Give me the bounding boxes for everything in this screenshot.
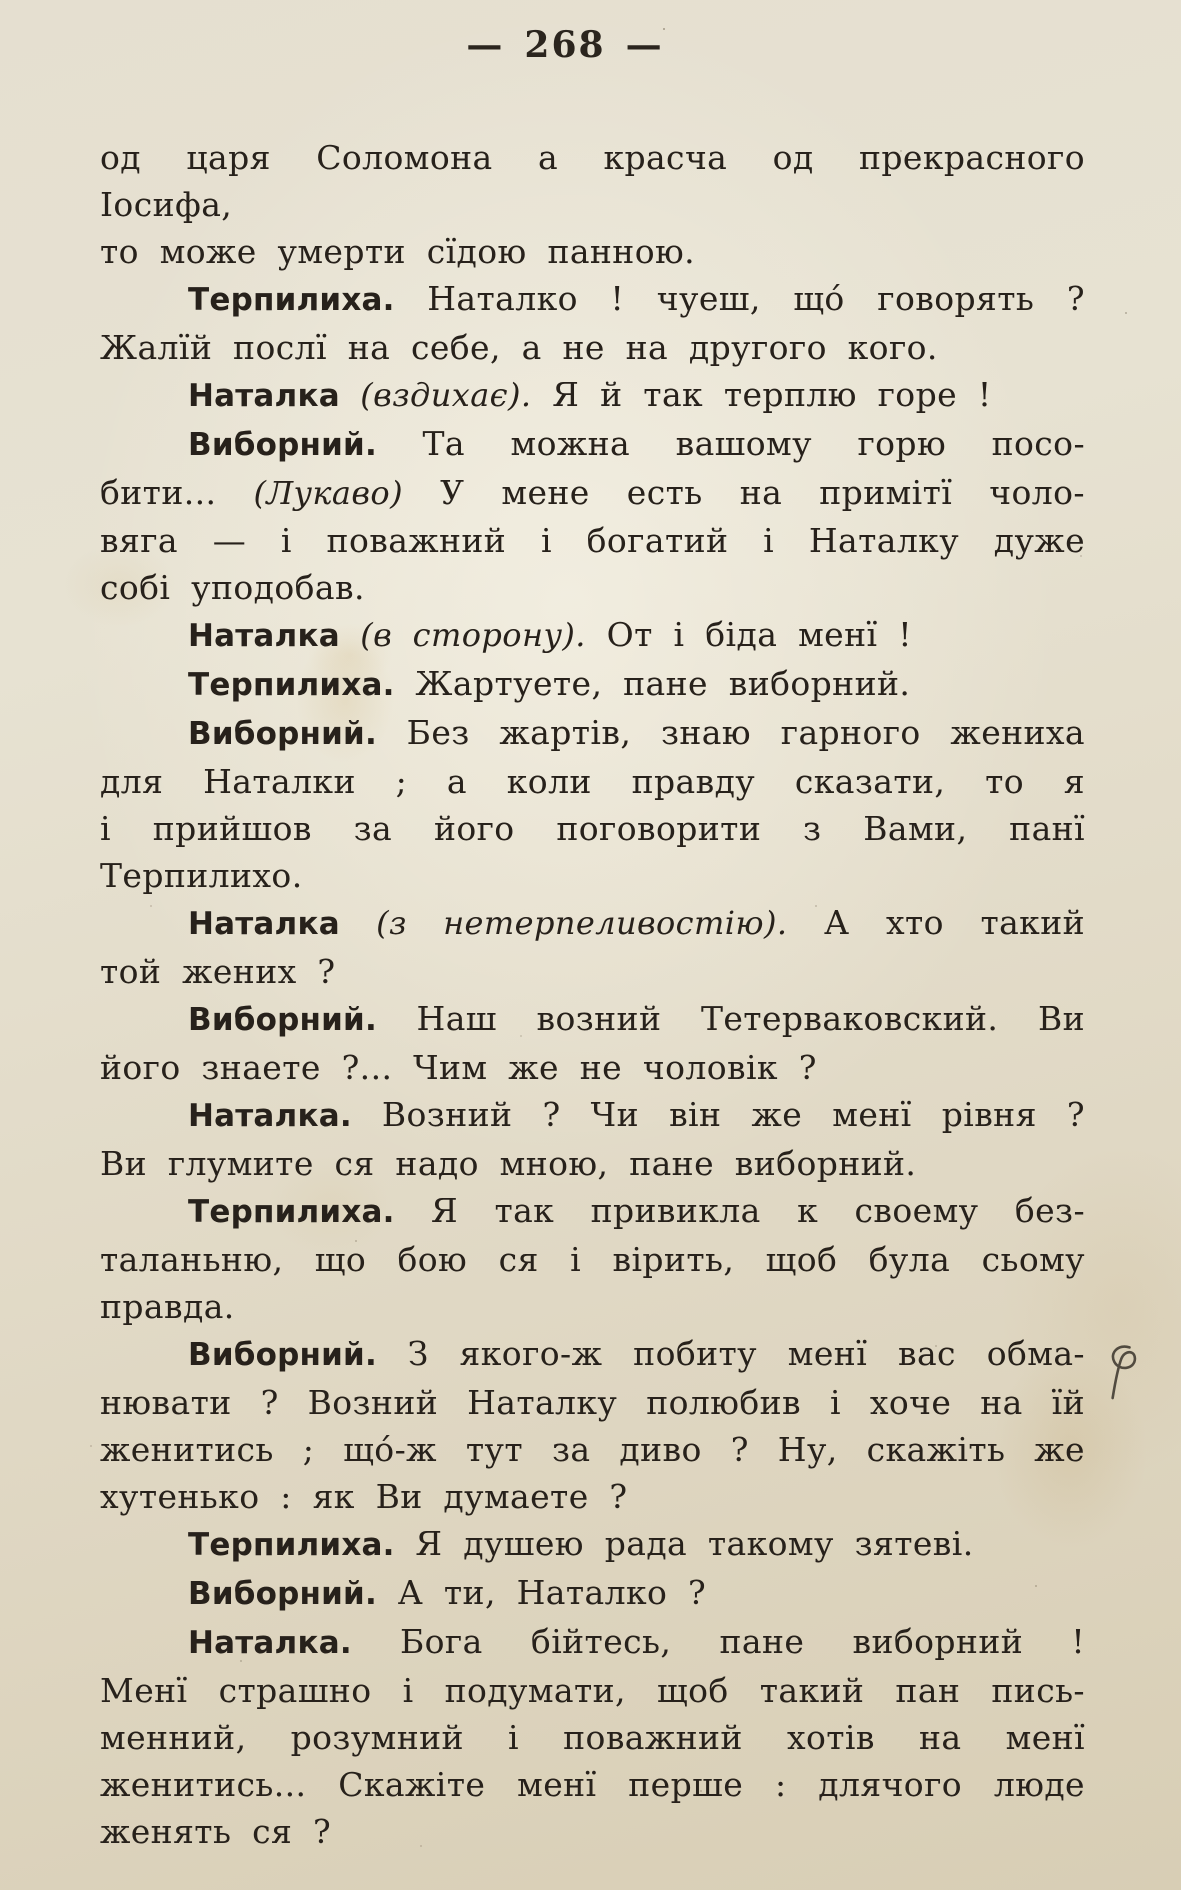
text-line [100, 420, 1085, 469]
dialogue-text: Я так привикла к своему без- [394, 1191, 1085, 1230]
page-number: 268 [524, 24, 606, 66]
dialogue-text: Без жартів, знаю гарного жениха [376, 713, 1085, 752]
text-line [100, 324, 1085, 371]
text-line [100, 995, 1085, 1044]
dialogue-text: менний, розумний і поважний хотів на менї [100, 1718, 1085, 1757]
page-header [0, 24, 1130, 66]
stage-direction: (вздихає). [339, 376, 532, 414]
dialogue-text: Возний ? Чи він же менї рівня ? [351, 1095, 1085, 1134]
dialogue-text: У мене есть на примітї чоло- [402, 473, 1085, 512]
text-line [100, 1379, 1085, 1426]
text-line [100, 228, 1085, 275]
text-line [100, 1618, 1085, 1667]
dialogue-text: Жалїй послї на себе, а не на другого кого. [100, 328, 938, 367]
speaker-name: Наталка [188, 378, 340, 414]
dialogue-text: собі уподобав. [100, 568, 365, 607]
dialogue-text: А хто такий [787, 903, 1085, 942]
dialogue-text: таланьню, що бою ся і вірить, щоб була сьому [100, 1240, 1085, 1279]
text-line [100, 1808, 1085, 1855]
dialogue-text: женитись ; що́-ж тут за диво ? Ну, скажіть же [100, 1430, 1085, 1469]
text-line [100, 758, 1085, 805]
text-line [100, 1714, 1085, 1761]
stage-direction: (в сторону). [339, 616, 586, 654]
text-line [100, 1236, 1085, 1283]
text-line [100, 852, 1085, 899]
text-line [100, 1140, 1085, 1187]
text-line [100, 1044, 1085, 1091]
text-line [100, 469, 1085, 517]
dialogue-text: то може умерти сїдою панною. [100, 232, 695, 271]
header-dash-left: — [466, 24, 505, 66]
dialogue-text: З якого-ж побиту менї вас обма- [376, 1334, 1085, 1373]
text-line [100, 660, 1085, 709]
speaker-name: Наталка [188, 618, 340, 654]
text-line [100, 134, 1085, 228]
header-dash-right: — [625, 24, 664, 66]
dialogue-text: його знаете ?... Чим же не чоловік ? [100, 1048, 817, 1087]
text-line [100, 1520, 1085, 1569]
dialogue-text: Наш возний Тетерваковский. Ви [376, 999, 1085, 1038]
dialogue-text: А ти, Наталко ? [376, 1573, 707, 1612]
dialogue-text: той жених ? [100, 952, 336, 991]
text-line [100, 564, 1085, 611]
speaker-name: Терпилиха. [188, 1194, 395, 1230]
dialogue-text: Терпилихо. [100, 856, 303, 895]
text-line [100, 517, 1085, 564]
dialogue-text: правда. [100, 1287, 235, 1326]
text-block [100, 134, 1085, 1855]
dialogue-text: Та можна вашому горю посо- [376, 424, 1085, 463]
text-line [100, 805, 1085, 852]
stage-direction: (з нетерпеливостію). [339, 904, 788, 942]
text-line [100, 275, 1085, 324]
speaker-name: Наталка. [188, 1625, 352, 1661]
dialogue-text: бити... [100, 473, 254, 512]
speaker-name: Виборний. [188, 1576, 377, 1612]
text-line [100, 948, 1085, 995]
dialogue-text: для Наталки ; а коли правду сказати, то я [100, 762, 1085, 801]
paper-specks [0, 0, 2, 2]
speaker-name: Виборний. [188, 1337, 377, 1373]
speaker-name: Виборний. [188, 427, 377, 463]
speaker-name: Виборний. [188, 716, 377, 752]
text-line [100, 899, 1085, 948]
text-line [100, 1283, 1085, 1330]
speaker-name: Наталка. [188, 1098, 352, 1134]
dialogue-text: Менї страшно і подумати, щоб такий пан пись- [100, 1671, 1085, 1710]
text-line [100, 709, 1085, 758]
dialogue-text: Наталко ! чуеш, що́ говорять ? [394, 279, 1085, 318]
dialogue-text: Я й так терплю горе ! [531, 375, 992, 414]
speaker-name: Терпилиха. [188, 667, 395, 703]
speaker-name: Наталка [188, 906, 340, 942]
text-line [100, 1569, 1085, 1618]
speaker-name: Виборний. [188, 1002, 377, 1038]
text-line [100, 1091, 1085, 1140]
dialogue-text: Бога бійтесь, пане виборний ! [351, 1622, 1085, 1661]
stage-direction: (Лукаво) [253, 474, 403, 512]
text-line [100, 1473, 1085, 1520]
dialogue-text: Я душею рада такому зятеві. [394, 1524, 974, 1563]
dialogue-text: Ви глумите ся надо мною, пане виборний. [100, 1144, 917, 1183]
dialogue-text: вяга — і поважний і богатий і Наталку дуже [100, 521, 1085, 560]
speaker-name: Терпилиха. [188, 282, 395, 318]
dialogue-text: От і біда менї ! [585, 615, 912, 654]
dialogue-text: нювати ? Возний Наталку полюбив і хоче на їй [100, 1383, 1085, 1422]
dialogue-text: Жартуете, пане виборний. [394, 664, 911, 703]
dialogue-text: хутенько : як Ви думаете ? [100, 1477, 628, 1516]
dialogue-text: і прийшов за його поговорити з Вами, панї [100, 809, 1085, 848]
handwritten-ink-mark [1091, 1335, 1157, 1410]
text-line [100, 1761, 1085, 1808]
text-line [100, 1667, 1085, 1714]
text-line [100, 1426, 1085, 1473]
text-line [100, 1330, 1085, 1379]
dialogue-text: од царя Соломона а красча од прекрасного Іосифа, [100, 138, 1085, 224]
dialogue-text: женитись... Скажіте менї перше : длячого люде [100, 1765, 1085, 1804]
speaker-name: Терпилиха. [188, 1527, 395, 1563]
dialogue-text: женять ся ? [100, 1812, 332, 1851]
text-line [100, 611, 1085, 660]
text-line [100, 371, 1085, 420]
text-line [100, 1187, 1085, 1236]
